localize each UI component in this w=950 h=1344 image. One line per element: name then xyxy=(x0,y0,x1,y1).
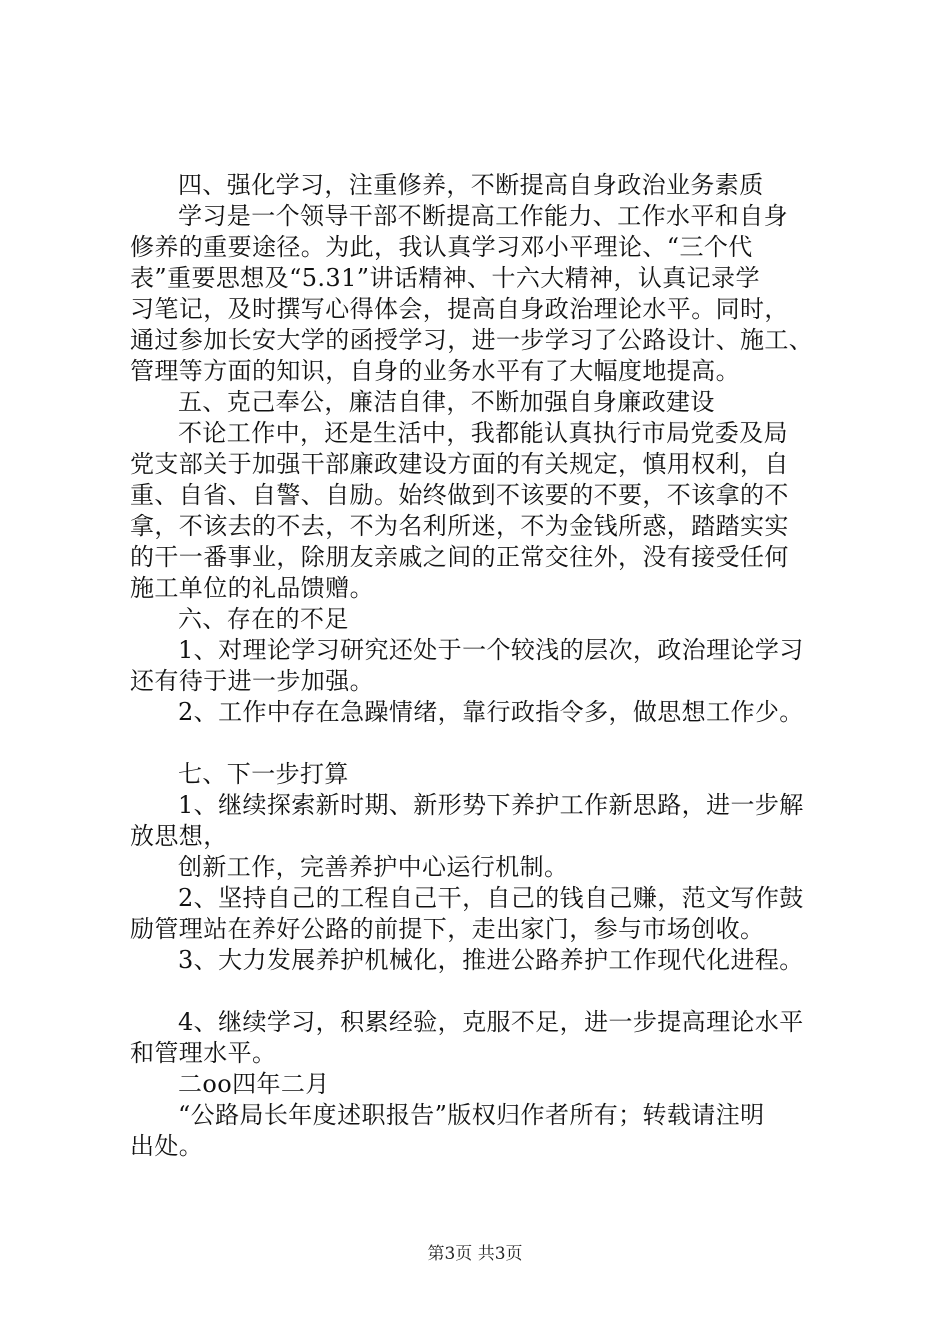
copyright-notice-continuation: 出处。 xyxy=(130,1132,204,1160)
page-number-footer: 第3页 共3页 xyxy=(427,1244,523,1264)
paragraph-line: 通过参加长安大学的函授学习，进一步学习了公路设计、施工、 xyxy=(130,326,814,354)
copyright-notice: “公路局长年度述职报告”版权归作者所有；转载请注明 xyxy=(178,1101,765,1129)
list-item: 2、工作中存在急躁情绪，靠行政指令多，做思想工作少。 xyxy=(178,698,804,726)
paragraph-line: 习笔记，及时撰写心得体会，提高自身政治理论水平。同时， xyxy=(130,295,789,323)
blank-line xyxy=(130,728,850,759)
paragraph-line: 表”重要思想及“5.31”讲话精神、十六大精神，认真记录学 xyxy=(130,264,760,292)
document-date: 二oo四年二月 xyxy=(178,1070,330,1098)
blank-line xyxy=(130,976,850,1007)
paragraph-line: 修养的重要途径。为此，我认真学习邓小平理论、“三个代 xyxy=(130,233,753,261)
section-heading-7: 七、下一步打算 xyxy=(178,760,349,788)
paragraph-line: 重、自省、自警、自励。始终做到不该要的不要，不该拿的不 xyxy=(130,481,789,509)
paragraph-line: 管理等方面的知识，自身的业务水平有了大幅度地提高。 xyxy=(130,357,740,385)
list-item: 3、大力发展养护机械化，推进公路养护工作现代化进程。 xyxy=(178,946,804,974)
list-item: 1、继续探索新时期、新形势下养护工作新思路，进一步解 xyxy=(178,791,804,819)
list-item-continuation: 励管理站在养好公路的前提下，走出家门，参与市场创收。 xyxy=(130,915,765,943)
document-body xyxy=(130,170,850,1162)
list-item: 4、继续学习，积累经验，克服不足，进一步提高理论水平 xyxy=(178,1008,804,1036)
paragraph-line: 施工单位的礼品馈赠。 xyxy=(130,574,374,602)
list-item: 1、对理论学习研究还处于一个较浅的层次，政治理论学习 xyxy=(178,636,804,664)
list-item-continuation: 和管理水平。 xyxy=(130,1039,277,1067)
list-item: 2、坚持自己的工程自己干，自己的钱自己赚，范文写作鼓 xyxy=(178,884,804,912)
paragraph-line: 拿，不该去的不去，不为名利所迷，不为金钱所惑，踏踏实实 xyxy=(130,512,789,540)
paragraph-line: 学习是一个领导干部不断提高工作能力、工作水平和自身 xyxy=(178,202,788,230)
section-heading-5: 五、克己奉公，廉洁自律，不断加强自身廉政建设 xyxy=(178,388,715,416)
paragraph-line: 的干一番事业，除朋友亲戚之间的正常交往外，没有接受任何 xyxy=(130,543,789,571)
list-item-continuation: 放思想， xyxy=(130,822,228,850)
list-item-continuation: 创新工作，完善养护中心运行机制。 xyxy=(178,853,569,881)
section-heading-6: 六、存在的不足 xyxy=(178,605,349,633)
section-heading-4: 四、强化学习，注重修养，不断提高自身政治业务素质 xyxy=(178,171,764,199)
list-item-continuation: 还有待于进一步加强。 xyxy=(130,667,374,695)
paragraph-line: 不论工作中，还是生活中，我都能认真执行市局党委及局 xyxy=(178,419,788,447)
paragraph-line: 党支部关于加强干部廉政建设方面的有关规定，慎用权利，自 xyxy=(130,450,789,478)
